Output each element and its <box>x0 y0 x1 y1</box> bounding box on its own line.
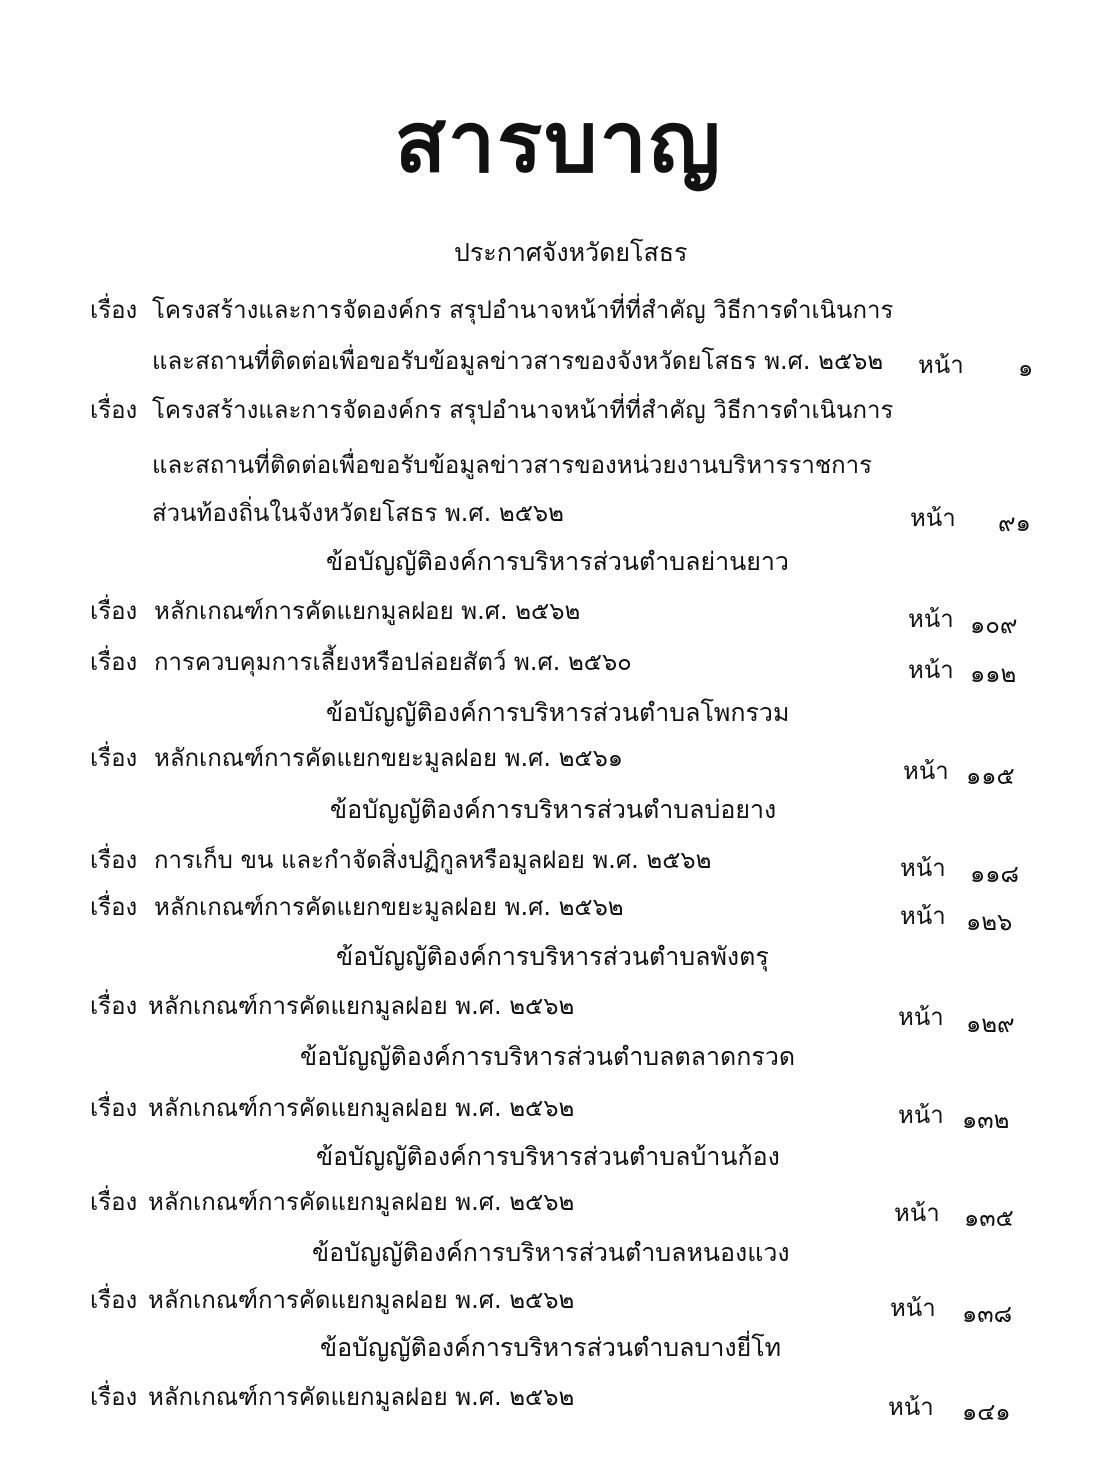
section-heading: ข้อบัญญัติองค์การบริหารส่วนตำบลย่านยาว <box>326 547 789 576</box>
page-number: ๑๑๕ <box>966 762 1015 790</box>
section-heading: ข้อบัญญัติองค์การบริหารส่วนตำบลพังตรุ <box>336 942 769 971</box>
entry-title-line: หลักเกณฑ์การคัดแยกมูลฝอย พ.ศ. ๒๕๖๒ <box>148 1383 575 1411</box>
subject-label: เรื่อง <box>90 893 138 921</box>
page-label: หน้า <box>900 854 946 882</box>
subject-label: เรื่อง <box>90 396 138 424</box>
page-number: ๑๒๙ <box>966 1010 1015 1038</box>
subject-label: เรื่อง <box>90 1188 138 1216</box>
page-number: ๙๑ <box>998 509 1031 537</box>
subject-label: เรื่อง <box>90 846 138 874</box>
page-number: ๑๓๕ <box>964 1204 1014 1232</box>
page-label: หน้า <box>890 1294 936 1322</box>
entry-title-line: การควบคุมการเลี้ยงหรือปล่อยสัตว์ พ.ศ. ๒๕๖๐ <box>154 648 632 676</box>
section-heading: ข้อบัญญัติองค์การบริหารส่วนตำบลตลาดกรวด <box>300 1042 796 1071</box>
page-number: ๑๑๘ <box>970 860 1019 888</box>
page-label: หน้า <box>888 1393 934 1421</box>
page-label: หน้า <box>910 504 956 532</box>
subject-label: เรื่อง <box>90 1383 138 1411</box>
page-label: หน้า <box>894 1199 940 1227</box>
subject-label: เรื่อง <box>90 1286 138 1314</box>
page-title: สารบาญ <box>394 93 723 191</box>
page-number: ๑๑๒ <box>970 660 1017 688</box>
subject-label: เรื่อง <box>90 296 138 324</box>
page-number: ๑ <box>1018 354 1034 382</box>
page-label: หน้า <box>900 902 946 930</box>
page-label: หน้า <box>898 1003 944 1031</box>
entry-title-line: หลักเกณฑ์การคัดแยกมูลฝอย พ.ศ. ๒๕๖๒ <box>148 1286 575 1314</box>
page-label: หน้า <box>903 757 949 785</box>
subject-label: เรื่อง <box>90 648 138 676</box>
page-label: หน้า <box>908 656 954 684</box>
entry-title-line: ส่วนท้องถิ่นในจังหวัดยโสธร พ.ศ. ๒๕๖๒ <box>152 499 564 527</box>
entry-title-line: โครงสร้างและการจัดองค์กร สรุปอำนาจหน้าที่ที่สำคัญ วิธีการดำเนินการ <box>152 296 894 324</box>
page-number: ๑๐๙ <box>970 611 1018 639</box>
page-number: ๑๓๒ <box>962 1106 1010 1134</box>
section-heading: ข้อบัญญัติองค์การบริหารส่วนตำบลบางยี่โท <box>320 1333 782 1362</box>
page-number: ๑๔๑ <box>962 1398 1011 1426</box>
page-label: หน้า <box>918 351 964 379</box>
section-heading: ข้อบัญญัติองค์การบริหารส่วนตำบลหนองแวง <box>312 1238 790 1267</box>
entry-title-line: และสถานที่ติดต่อเพื่อขอรับข้อมูลข่าวสารของจังหวัดยโสธร พ.ศ. ๒๕๖๒ <box>152 347 884 375</box>
entry-title-line: หลักเกณฑ์การคัดแยกขยะมูลฝอย พ.ศ. ๒๕๖๒ <box>154 893 624 921</box>
subject-label: เรื่อง <box>90 597 138 625</box>
entry-title-line: โครงสร้างและการจัดองค์กร สรุปอำนาจหน้าที่ที่สำคัญ วิธีการดำเนินการ <box>152 396 894 424</box>
page-label: หน้า <box>908 605 954 633</box>
section-heading: ข้อบัญญัติองค์การบริหารส่วนตำบลโพกรวม <box>326 698 790 727</box>
section-heading: ข้อบัญญัติองค์การบริหารส่วนตำบลบ่อยาง <box>330 795 777 824</box>
page-number: ๑๒๖ <box>966 908 1013 936</box>
entry-title-line: หลักเกณฑ์การคัดแยกมูลฝอย พ.ศ. ๒๕๖๒ <box>148 1188 575 1216</box>
entry-title-line: หลักเกณฑ์การคัดแยกมูลฝอย พ.ศ. ๒๕๖๒ <box>154 597 581 625</box>
entry-title-line: หลักเกณฑ์การคัดแยกมูลฝอย พ.ศ. ๒๕๖๒ <box>148 1094 575 1122</box>
entry-title-line: หลักเกณฑ์การคัดแยกมูลฝอย พ.ศ. ๒๕๖๒ <box>148 992 575 1020</box>
subject-label: เรื่อง <box>90 1094 138 1122</box>
subject-label: เรื่อง <box>90 992 138 1020</box>
section-heading: ประกาศจังหวัดยโสธร <box>454 238 688 267</box>
entry-title-line: หลักเกณฑ์การคัดแยกขยะมูลฝอย พ.ศ. ๒๕๖๑ <box>154 744 624 772</box>
subject-label: เรื่อง <box>90 744 138 772</box>
section-heading: ข้อบัญญัติองค์การบริหารส่วนตำบลบ้านก้อง <box>316 1142 780 1171</box>
page-label: หน้า <box>898 1101 944 1129</box>
entry-title-line: และสถานที่ติดต่อเพื่อขอรับข้อมูลข่าวสารของหน่วยงานบริหารราชการ <box>152 451 872 479</box>
entry-title-line: การเก็บ ขน และกำจัดสิ่งปฏิกูลหรือมูลฝอย พ.ศ. ๒๕๖๒ <box>154 846 712 874</box>
page-number: ๑๓๘ <box>962 1300 1013 1328</box>
